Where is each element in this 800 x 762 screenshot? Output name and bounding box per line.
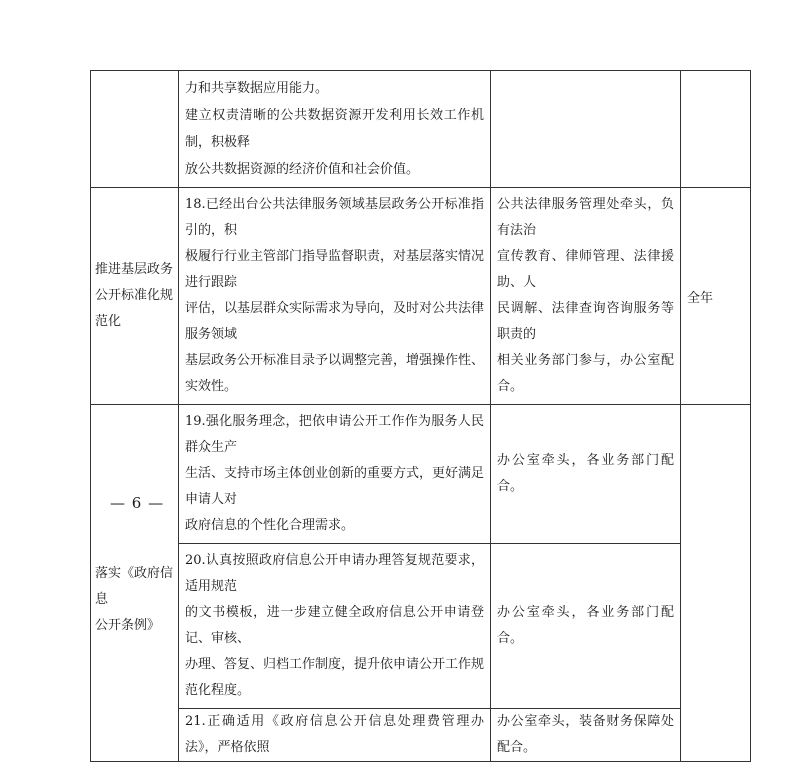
area-cell xyxy=(91,71,179,188)
task-line: 生活、支持市场主体创业创新的重要方式，更好满足申请人对 xyxy=(185,466,485,507)
task-cell xyxy=(179,709,491,762)
table-row xyxy=(91,71,751,188)
task-cell xyxy=(179,71,491,188)
resp-text: 办公室牵头，各业务部门配合。 xyxy=(497,605,674,646)
task-line: 力和共享数据应用能力。 xyxy=(185,81,329,96)
task-line: 政府信息的个性化合理需求。 xyxy=(185,518,355,533)
responsibility-cell xyxy=(491,709,681,762)
resp-text: 办公室牵头，各业务部门配合。 xyxy=(497,453,674,494)
task-line: 19.强化服务理念，把依申请公开工作作为服务人民群众生产 xyxy=(185,414,484,455)
resp-line: 公共法律服务管理处牵头，负有法治 xyxy=(497,197,674,238)
resp-line: 相关业务部门参与，办公室配合。 xyxy=(497,353,674,394)
area-cell xyxy=(91,405,179,762)
resp-line: 宣传教育、律师管理、法律援助、人 xyxy=(497,249,674,290)
responsibility-cell xyxy=(491,71,681,188)
resp-line: 民调解、法律查询咨询服务等职责的 xyxy=(497,301,674,342)
task-line: 建立权责清晰的公共数据资源开发利用长效工作机制，积极释 xyxy=(185,108,484,150)
task-line: 办理、答复、归档工作制度，提升依申请公开工作规范化程度。 xyxy=(185,657,485,698)
table-row xyxy=(91,544,751,709)
table-row xyxy=(91,405,751,544)
task-line: 20.认真按照政府信息公开申请办理答复规范要求，适用规范 xyxy=(185,553,484,594)
responsibility-cell xyxy=(491,405,681,544)
table-row xyxy=(91,709,751,762)
task-line: 的文书模板，进一步建立健全政府信息公开申请登记、审核、 xyxy=(185,605,484,646)
task-line: 极履行行业主管部门指导监督职责，对基层落实情况进行跟踪 xyxy=(185,249,485,290)
task-cell xyxy=(179,405,491,544)
area-line: 公开标准化规 xyxy=(95,288,174,303)
work-plan-table xyxy=(90,70,751,762)
task-line: 21.正确适用《政府信息公开信息处理费管理办法》，严格依照 xyxy=(185,714,484,755)
area-line: 落实《政府信息 xyxy=(95,566,174,607)
responsibility-cell xyxy=(491,188,681,405)
time-value: 全年 xyxy=(687,290,714,306)
task-line: 评估，以基层群众实际需求为导向，及时对公共法律服务领域 xyxy=(185,301,485,342)
page-number: — 6 — xyxy=(110,494,165,512)
area-line: 推进基层政务 xyxy=(95,262,174,277)
area-line: 范化 xyxy=(95,314,122,329)
task-line: 放公共数据资源的经济价值和社会价值。 xyxy=(185,162,420,177)
responsibility-cell xyxy=(491,544,681,709)
time-cell xyxy=(681,71,751,188)
task-cell xyxy=(179,544,491,709)
resp-text: 办公室牵头，装备财务保障处配合。 xyxy=(497,714,674,755)
area-cell xyxy=(91,188,179,405)
time-cell xyxy=(681,405,751,762)
task-cell xyxy=(179,188,491,405)
task-line: 基层政务公开标准目录予以调整完善，增强操作性、实效性。 xyxy=(185,353,485,394)
area-line: 公开条例》 xyxy=(95,618,161,633)
table-row xyxy=(91,188,751,405)
time-cell xyxy=(681,188,751,405)
task-line: 18.已经出台公共法律服务领域基层政务公开标准指引的，积 xyxy=(185,197,484,238)
